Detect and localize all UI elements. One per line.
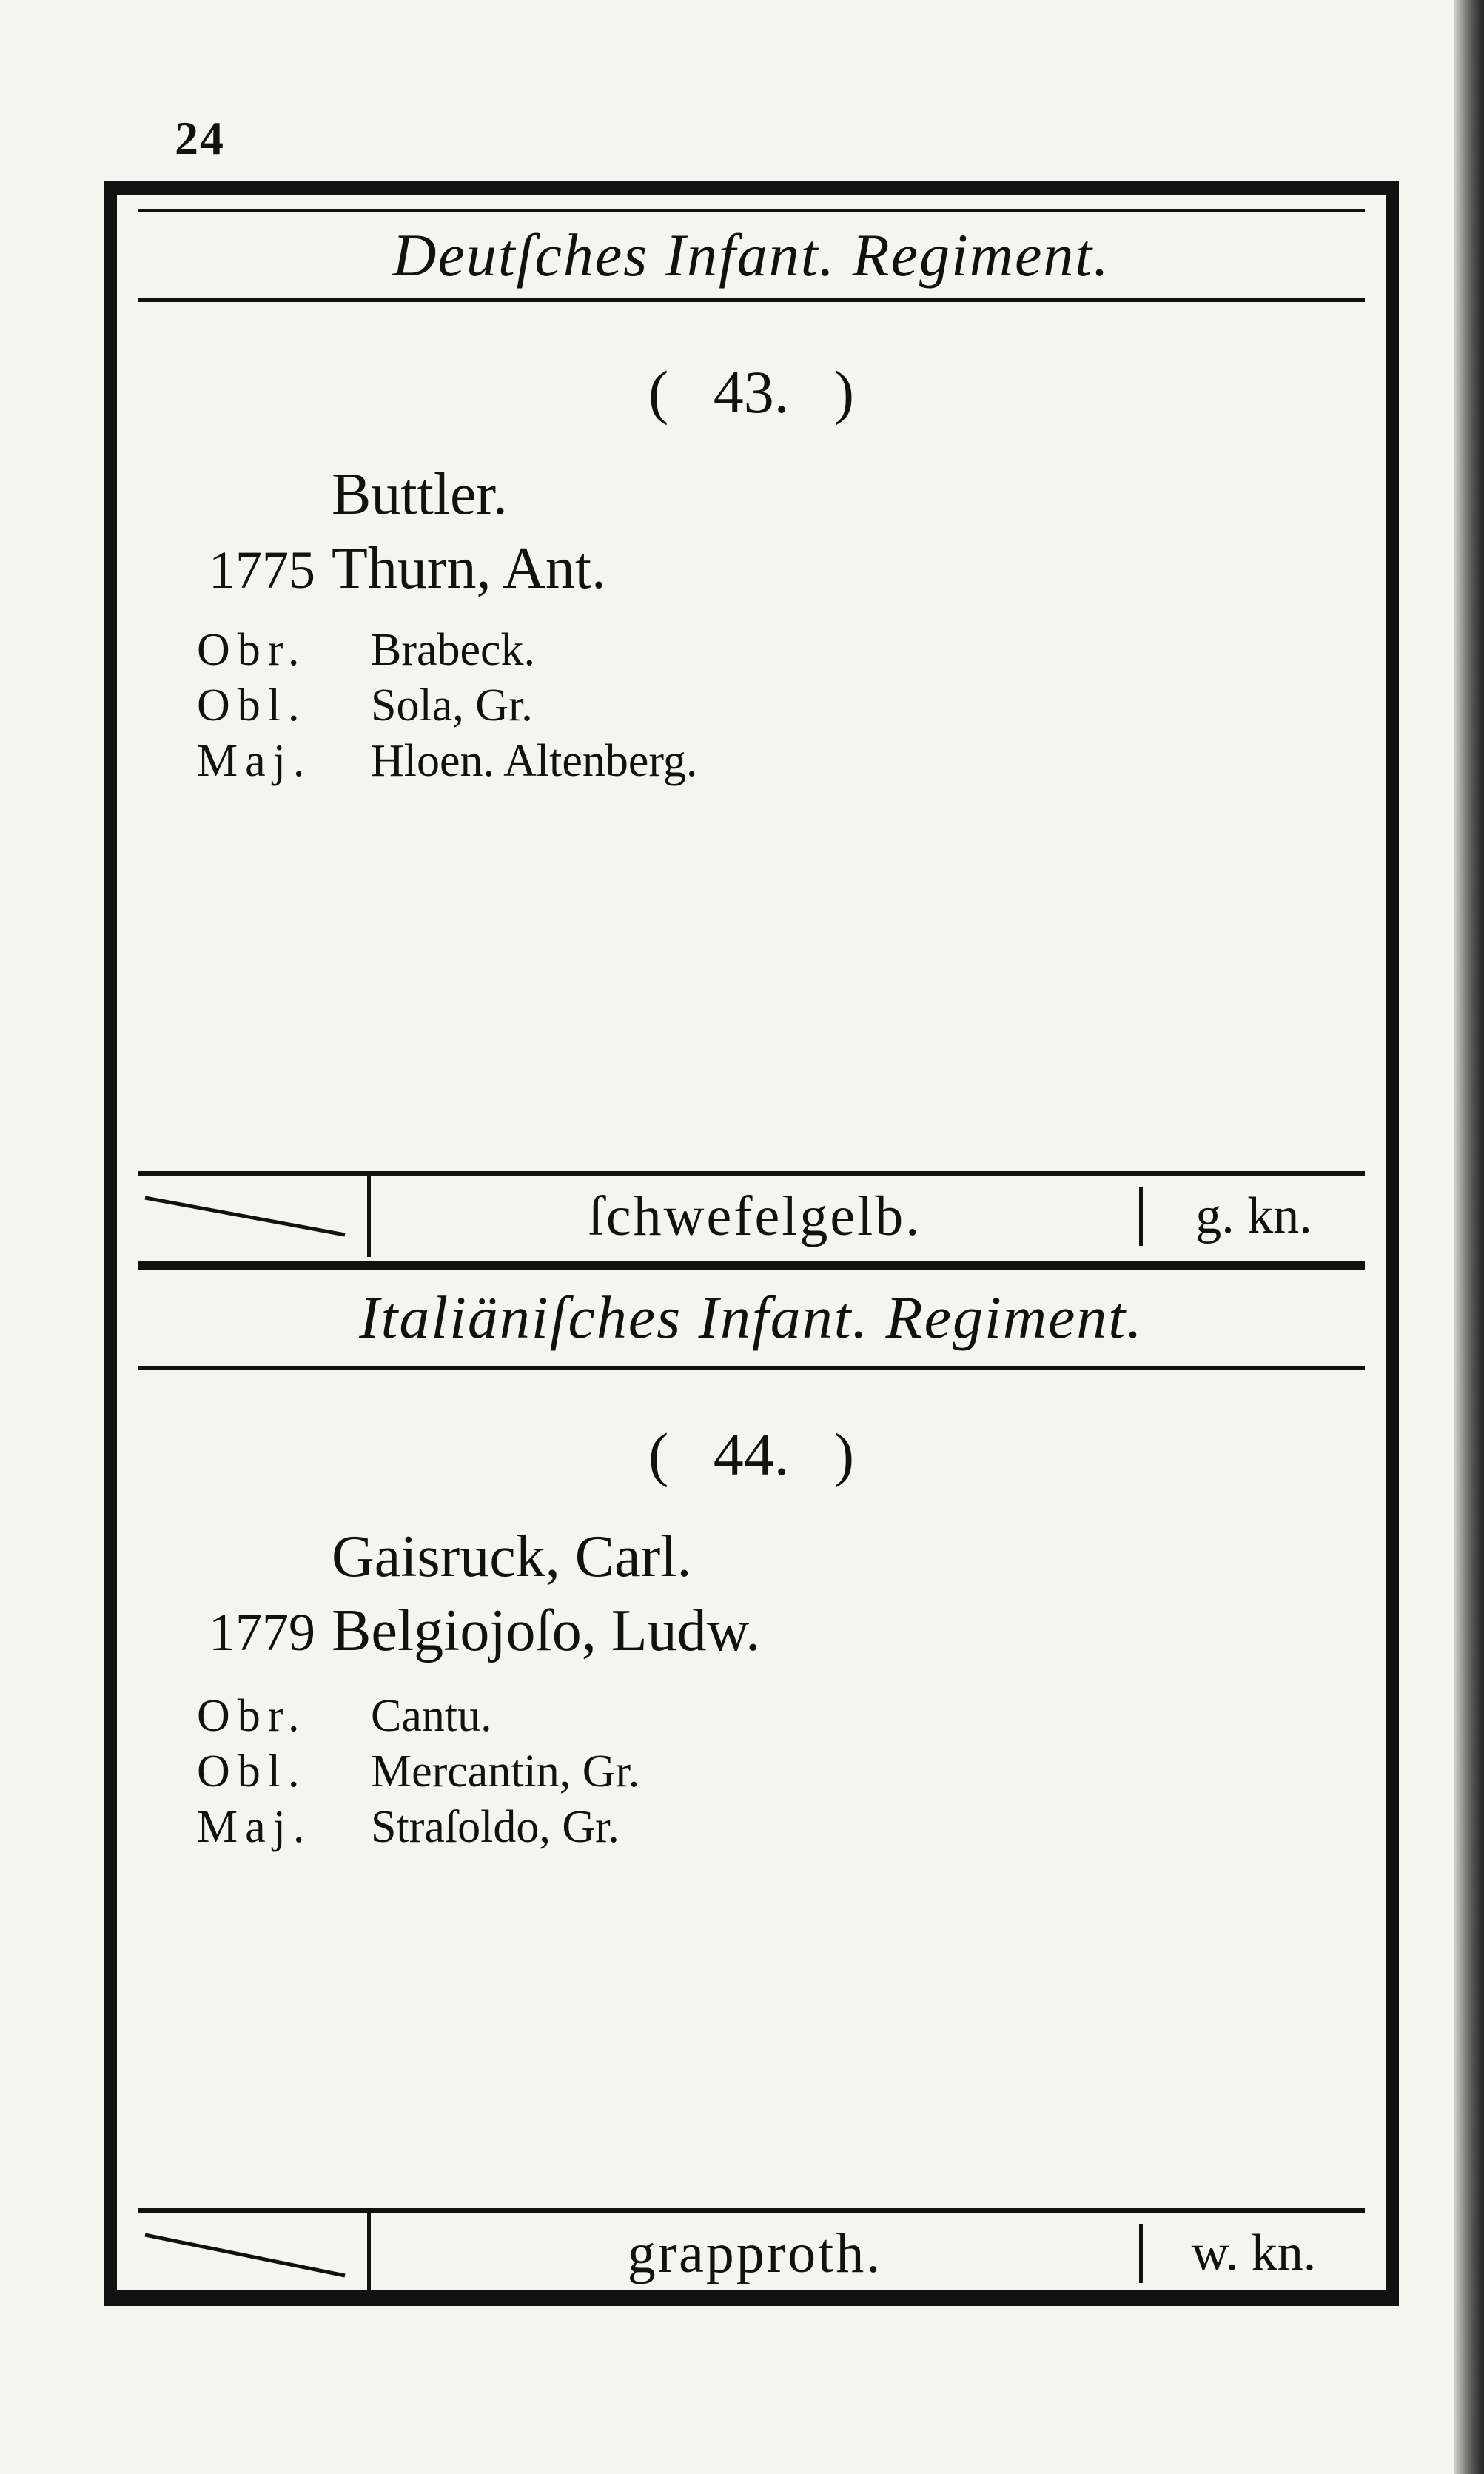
officer-list xyxy=(197,1690,639,1857)
officer-rank: Obl. xyxy=(197,680,307,731)
officer-name: Hloen. Altenberg. xyxy=(371,736,698,786)
officer-rank: Maj. xyxy=(197,736,312,786)
officer-name: Straſoldo, Gr. xyxy=(371,1802,620,1852)
regiment-entry-43 xyxy=(138,209,1365,1257)
colonel-list xyxy=(138,461,1365,609)
officer-rank: Obl. xyxy=(197,1746,307,1797)
button-colour: g. kn. xyxy=(1139,1187,1365,1246)
diagonal-rule xyxy=(138,2213,371,2294)
facing-colour: ſchwefelgelb. xyxy=(588,1184,922,1247)
colonel-list xyxy=(138,1523,1365,1672)
facing-colour: grapproth. xyxy=(627,2222,883,2284)
diagonal-rule xyxy=(138,1176,371,1257)
colonel-row xyxy=(138,1598,1365,1672)
colonel-name: Thurn, Ant. xyxy=(332,536,607,601)
colonel-year: 1779 xyxy=(209,1603,315,1662)
regiment-title: Deutſches Infant. Regiment. xyxy=(392,221,1110,289)
officer-row xyxy=(197,1690,639,1746)
officer-rank: Obr. xyxy=(197,625,307,675)
colonel-row xyxy=(138,535,1365,609)
regiment-entry-44 xyxy=(138,1261,1365,2297)
colonel-name: Buttler. xyxy=(332,462,508,527)
button-colour: w. kn. xyxy=(1139,2224,1365,2283)
officer-name: Cantu. xyxy=(371,1691,492,1741)
officer-row xyxy=(197,680,697,735)
officer-row xyxy=(197,1746,639,1801)
officer-name: Sola, Gr. xyxy=(371,680,533,731)
colonel-row xyxy=(138,1523,1365,1598)
page-edge xyxy=(1454,0,1484,2474)
regiment-footer xyxy=(138,2208,1365,2297)
colonel-row xyxy=(138,461,1365,535)
regiment-number: ( 43. ) xyxy=(648,358,855,426)
colonel-name: Belgiojoſo, Ludw. xyxy=(332,1598,761,1663)
regiment-footer xyxy=(138,1171,1365,1257)
officer-name: Brabeck. xyxy=(371,625,536,675)
regiment-number: ( 44. ) xyxy=(648,1421,855,1488)
officer-rank: Maj. xyxy=(197,1802,312,1852)
regiment-title-band xyxy=(138,1261,1365,1370)
colonel-name: Gaisruck, Carl. xyxy=(332,1524,692,1589)
officer-name: Mercantin, Gr. xyxy=(371,1746,640,1797)
page-number: 24 xyxy=(175,112,225,164)
officer-list xyxy=(197,624,697,791)
officer-row xyxy=(197,624,697,680)
regiment-title-band xyxy=(138,209,1365,302)
officer-row xyxy=(197,735,697,791)
regiment-title: Italiäniſches Infant. Regiment. xyxy=(359,1284,1144,1351)
regiment-table-frame xyxy=(104,181,1399,2306)
officer-rank: Obr. xyxy=(197,1691,307,1741)
officer-row xyxy=(197,1801,639,1857)
colonel-year: 1775 xyxy=(209,540,315,600)
